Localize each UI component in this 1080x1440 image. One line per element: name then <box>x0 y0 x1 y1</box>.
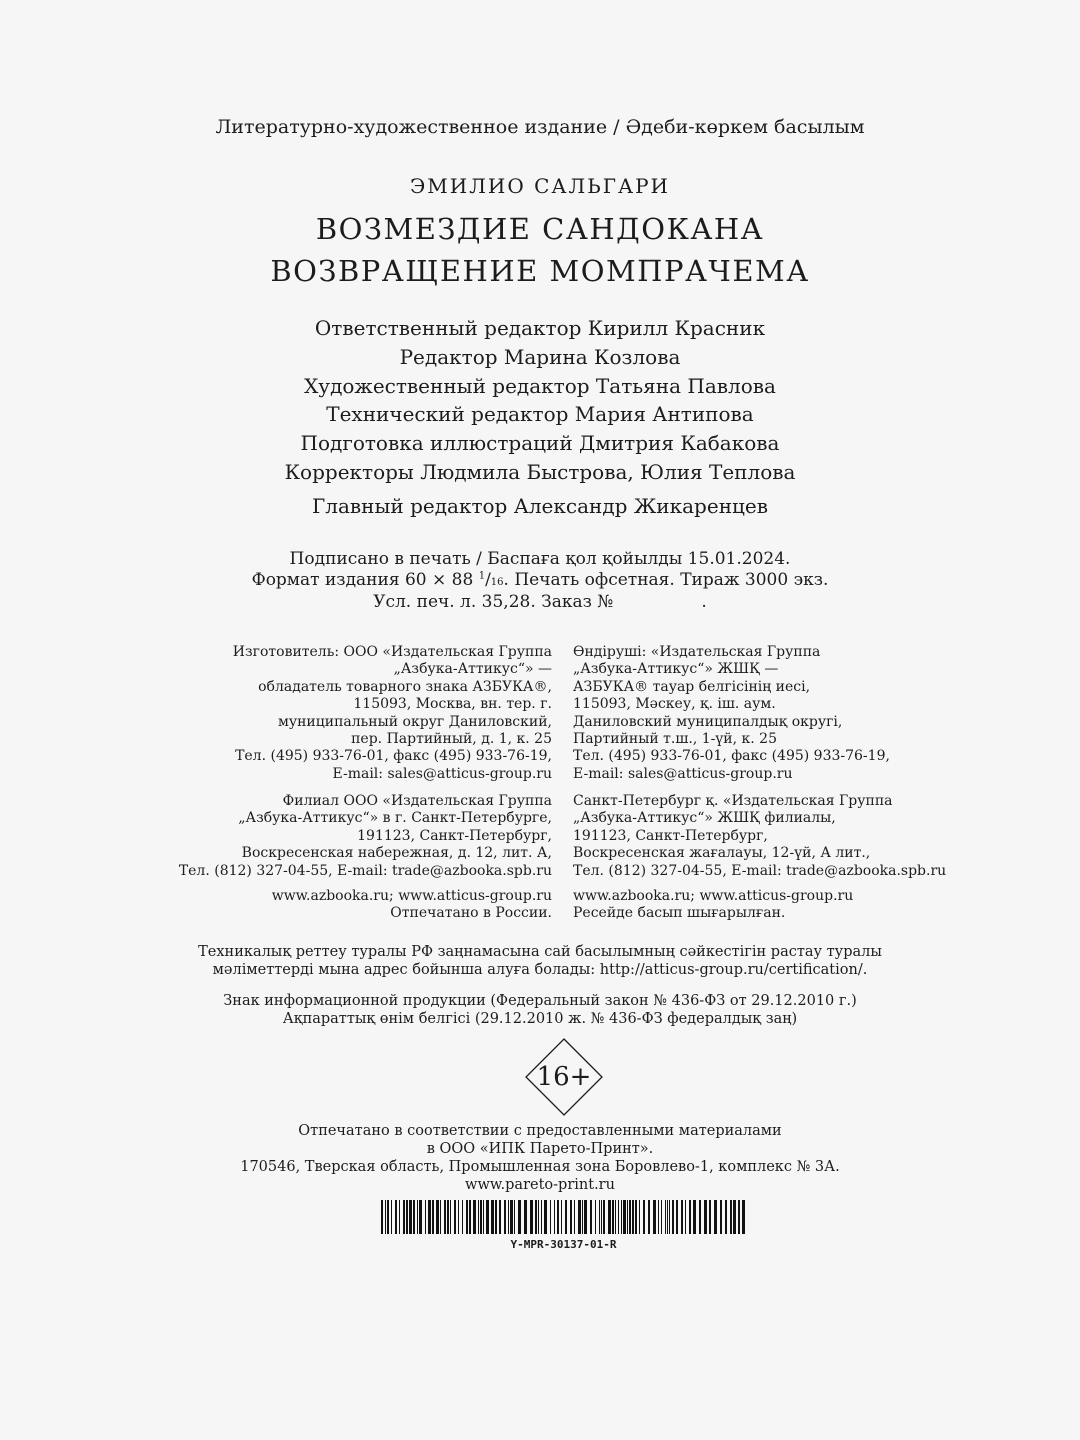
genre-line: Литературно-художественное издание / Әдеби-көркем басылым <box>215 116 865 138</box>
info-sign-line: Ақпараттық өнім белгісі (29.12.2010 ж. № 436-ФЗ федералдық заң) <box>282 1011 798 1027</box>
format-line: Формат издания 60 × 88 $^1$/16. Печать офсетная. Тираж 3000 экз. <box>251 570 829 590</box>
web-ru: www.azbooka.ru; www.atticus-group.ru Отпечатано в России. <box>271 888 552 922</box>
chief-editor: Главный редактор Александр Жикаренцев <box>312 494 768 518</box>
barcode-code: Y-MPR-30137-01-R <box>510 1238 617 1251</box>
info-sign-line: Знак информационной продукции (Федеральный закон № 436-ФЗ от 29.12.2010 г.) <box>223 993 857 1009</box>
staff-line: Подготовка иллюстраций Дмитрия Кабакова <box>300 431 780 455</box>
staff-line: Редактор Марина Козлова <box>399 345 681 369</box>
staff-line: Ответственный редактор Кирилл Красник <box>314 316 766 340</box>
author-name: ЭМИЛИО САЛЬГАРИ <box>409 174 670 198</box>
printer-line: www.pareto-print.ru <box>465 1177 615 1193</box>
certification-line: Техникалық реттеу туралы РФ заңнамасына сай басылымның сәйкестігін растау туралы <box>198 944 882 960</box>
book-title-1: ВОЗМЕЗДИЕ САНДОКАНА <box>315 212 765 246</box>
manufacturer-ru: Изготовитель: ООО «Издательская Группа „Азбука-Аттикус“» — обладатель товарного знака АЗБУКА®, 115093, Москва, вн. тер. г. муниципальный округ Даниловский, пер. Партийный, д. 1, к. 25 Тел. (495) 933-76-01, факс (495) 933-76-19, E-mail: sales@atticus-group.ru <box>232 644 552 782</box>
manufacturer-kz: Өндіруші: «Издательская Группа „Азбука-Аттикус“» ЖШҚ — АЗБУКА® тауар белгісінің иесі, 115093, Мәскеу, қ. іш. аум. Даниловский муниципалдық округі, Партийный т.ш., 1-үй, к. 25 Тел. (495) 933-76-01, факс (495) 933-76-19, E-mail: sales@atticus-group.ru <box>573 644 890 782</box>
branch-kz: Санкт-Петербург қ. «Издательская Группа „Азбука-Аттикус“» ЖШҚ филиалы, 191123, Санкт-Петербург, Воскресенская жағалауы, 12-үй, А лит., Тел. (812) 327-04-55, E-mail: trade@azbooka.spb.ru <box>573 793 947 879</box>
book-title-2: ВОЗВРАЩЕНИЕ МОМПРАЧЕМА <box>270 254 810 288</box>
staff-line: Художественный редактор Татьяна Павлова <box>304 374 776 398</box>
printer-line: в ООО «ИПК Парето-Принт». <box>426 1141 654 1157</box>
branch-ru: Филиал ООО «Издательская Группа „Азбука-Аттикус“» в г. Санкт-Петербурге, 191123, Санкт-Петербург, Воскресенская набережная, д. 12, лит. А, Тел. (812) 327-04-55, E-mail: trade@azbooka.spb.ru <box>178 793 552 879</box>
printer-line: Отпечатано в соответствии с предоставленными материалами <box>298 1123 782 1139</box>
signed-date: Подписано в печать / Баспаға қол қойылды 15.01.2024. <box>289 549 791 569</box>
age-rating-badge <box>525 1038 603 1116</box>
staff-line: Технический редактор Мария Антипова <box>326 402 754 426</box>
barcode-icon <box>381 1200 746 1234</box>
staff-line: Корректоры Людмила Быстрова, Юлия Теплова <box>284 460 796 484</box>
web-kz: www.azbooka.ru; www.atticus-group.ru Ресейде басып шығарылған. <box>573 888 854 922</box>
printer-line: 170546, Тверская область, Промышленная зона Боровлево-1, комплекс № 3А. <box>240 1159 840 1175</box>
order-line: Усл. печ. л. 35,28. Заказ № . <box>373 592 707 612</box>
age-rating-text: 16+ <box>536 1062 592 1092</box>
certification-line: мәліметтерді мына адрес бойынша алуға болады: http://atticus-group.ru/certification/. <box>212 962 868 978</box>
